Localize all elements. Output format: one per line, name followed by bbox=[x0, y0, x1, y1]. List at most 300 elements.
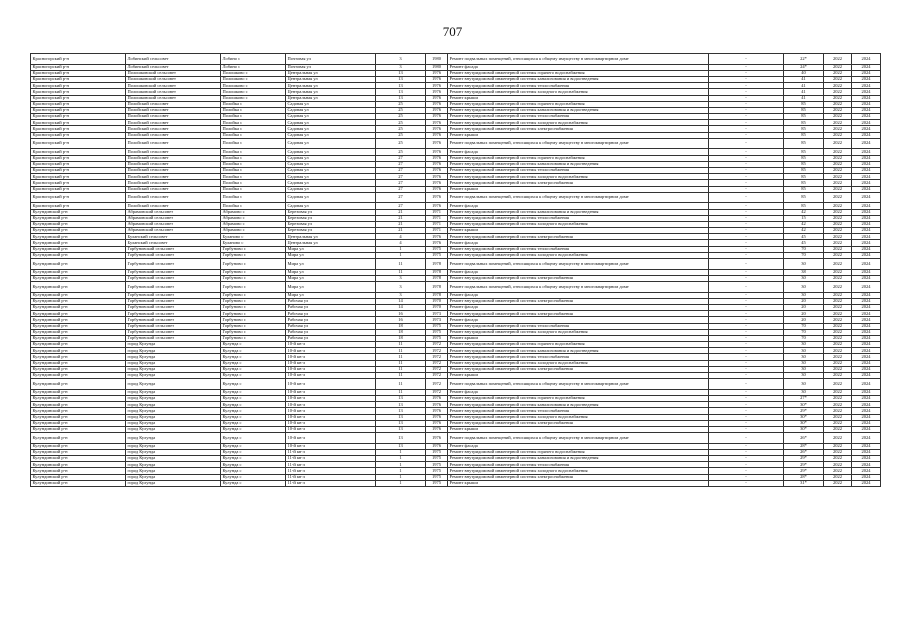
cell-cost: - bbox=[709, 269, 784, 275]
cell-area: 29* bbox=[784, 456, 824, 462]
cell-house: 27 bbox=[376, 192, 426, 203]
cell-cost: - bbox=[709, 433, 784, 444]
cell-year: 1976 bbox=[426, 101, 448, 107]
cell-locality: Горбуново с bbox=[221, 335, 286, 341]
cell-work: Ремонт фасада bbox=[448, 292, 709, 298]
cell-street: Центральная ул bbox=[286, 70, 376, 76]
cell-house: 1 bbox=[376, 468, 426, 474]
cell-house: 11 bbox=[376, 366, 426, 372]
cell-to: 2024 bbox=[852, 379, 881, 390]
cell-work: Ремонт внутридомовой инженерной системы теплоснабжения bbox=[448, 114, 709, 120]
cell-work: Ремонт внутридомовой инженерной системы электроснабжения bbox=[448, 474, 709, 480]
cell-to: 2024 bbox=[852, 54, 881, 65]
cell-to: 2024 bbox=[852, 95, 881, 101]
cell-cost: - bbox=[709, 292, 784, 298]
cell-settlement: город Кулунда bbox=[126, 456, 221, 462]
cell-to: 2024 bbox=[852, 474, 881, 480]
cell-district: Кулундинский р-н bbox=[31, 215, 126, 221]
cell-area: 29* bbox=[784, 408, 824, 414]
cell-house: 13 bbox=[376, 420, 426, 426]
cell-cost: - bbox=[709, 396, 784, 402]
cell-cost: - bbox=[709, 132, 784, 138]
cell-area: 30 bbox=[784, 275, 824, 281]
cell-work: Ремонт крыши bbox=[448, 228, 709, 234]
cell-cost: - bbox=[709, 95, 784, 101]
cell-district: Кулундинский р-н bbox=[31, 426, 126, 432]
cell-to: 2024 bbox=[852, 282, 881, 293]
cell-work: Ремонт внутридомовой инженерной системы холодного водоснабжения bbox=[448, 468, 709, 474]
cell-house: 3 bbox=[376, 64, 426, 70]
cell-year: 1976 bbox=[426, 138, 448, 149]
cell-area: 20 bbox=[784, 317, 824, 323]
cell-locality: Полошково с bbox=[221, 70, 286, 76]
cell-street: 11-й кв-л bbox=[286, 456, 376, 462]
cell-settlement: Горбуновский сельсовет bbox=[126, 323, 221, 329]
cell-house: 13 bbox=[376, 83, 426, 89]
cell-to: 2024 bbox=[852, 240, 881, 246]
cell-street: Рабочая ул bbox=[286, 323, 376, 329]
cell-from: 2022 bbox=[824, 149, 852, 155]
cell-locality: Полойка с bbox=[221, 155, 286, 161]
cell-settlement: Полойский сельсовет bbox=[126, 114, 221, 120]
cell-settlement: город Кулунда bbox=[126, 342, 221, 348]
cell-settlement: Полойский сельсовет bbox=[126, 132, 221, 138]
cell-settlement: город Кулунда bbox=[126, 443, 221, 449]
cell-street: Мира ул bbox=[286, 252, 376, 258]
cell-cost: - bbox=[709, 304, 784, 310]
cell-from: 2022 bbox=[824, 234, 852, 240]
cell-house: 11 bbox=[376, 259, 426, 270]
cell-house: 27 bbox=[376, 186, 426, 192]
cell-settlement: Горбуновский сельсовет bbox=[126, 259, 221, 270]
cell-district: Кулундинский р-н bbox=[31, 456, 126, 462]
cell-settlement: Абрамовский сельсовет bbox=[126, 221, 221, 227]
cell-district: Кулундинский р-н bbox=[31, 252, 126, 258]
cell-settlement: Полойский сельсовет bbox=[126, 155, 221, 161]
cell-settlement: город Кулунда bbox=[126, 462, 221, 468]
cell-from: 2022 bbox=[824, 180, 852, 186]
cell-to: 2024 bbox=[852, 402, 881, 408]
cell-locality: Полойка с bbox=[221, 180, 286, 186]
cell-district: Кулундинский р-н bbox=[31, 379, 126, 390]
cell-house: 13 bbox=[376, 402, 426, 408]
cell-from: 2022 bbox=[824, 456, 852, 462]
cell-from: 2022 bbox=[824, 426, 852, 432]
cell-locality: Кулунда с bbox=[221, 474, 286, 480]
cell-area: 24* bbox=[784, 64, 824, 70]
cell-area: 20 bbox=[784, 298, 824, 304]
cell-work: Ремонт подвальных помещений, относящихся к общему имуществу в многоквартирном доме bbox=[448, 379, 709, 390]
cell-area: 85 bbox=[784, 203, 824, 209]
cell-from: 2022 bbox=[824, 323, 852, 329]
cell-settlement: Абрамовский сельсовет bbox=[126, 228, 221, 234]
cell-house: 18 bbox=[376, 329, 426, 335]
cell-house: 13 bbox=[376, 76, 426, 82]
cell-to: 2024 bbox=[852, 138, 881, 149]
cell-street: 11-й кв-л bbox=[286, 449, 376, 455]
cell-area: 38 bbox=[784, 269, 824, 275]
cell-settlement: Полошковский сельсовет bbox=[126, 89, 221, 95]
cell-from: 2022 bbox=[824, 366, 852, 372]
cell-house: 13 bbox=[376, 426, 426, 432]
cell-year: 1972 bbox=[426, 348, 448, 354]
cell-to: 2024 bbox=[852, 433, 881, 444]
cell-settlement: Буланский сельсовет bbox=[126, 240, 221, 246]
cell-settlement: Горбуновский сельсовет bbox=[126, 304, 221, 310]
cell-settlement: город Кулунда bbox=[126, 379, 221, 390]
cell-settlement: Горбуновский сельсовет bbox=[126, 282, 221, 293]
cell-cost: - bbox=[709, 449, 784, 455]
cell-street: Садовая ул bbox=[286, 149, 376, 155]
cell-cost: - bbox=[709, 317, 784, 323]
cell-from: 2022 bbox=[824, 155, 852, 161]
cell-locality: Буланово с bbox=[221, 234, 286, 240]
cell-district: Красногорский р-н bbox=[31, 186, 126, 192]
cell-year: 1972 bbox=[426, 360, 448, 366]
cell-work: Ремонт внутридомовой инженерной системы теплоснабжения bbox=[448, 408, 709, 414]
cell-cost: - bbox=[709, 203, 784, 209]
cell-district: Кулундинский р-н bbox=[31, 354, 126, 360]
cell-house: 1 bbox=[376, 480, 426, 486]
cell-district: Красногорский р-н bbox=[31, 161, 126, 167]
cell-settlement: город Кулунда bbox=[126, 426, 221, 432]
cell-cost: - bbox=[709, 114, 784, 120]
cell-locality: Горбуново с bbox=[221, 282, 286, 293]
cell-street: Почтовая ул bbox=[286, 64, 376, 70]
cell-settlement: Полойский сельсовет bbox=[126, 192, 221, 203]
cell-area: 29* bbox=[784, 468, 824, 474]
cell-district: Красногорский р-н bbox=[31, 64, 126, 70]
cell-settlement: город Кулунда bbox=[126, 449, 221, 455]
cell-cost: - bbox=[709, 379, 784, 390]
cell-district: Кулундинский р-н bbox=[31, 366, 126, 372]
cell-locality: Кулунда с bbox=[221, 402, 286, 408]
cell-to: 2024 bbox=[852, 203, 881, 209]
table-row bbox=[31, 282, 881, 293]
cell-settlement: город Кулунда bbox=[126, 480, 221, 486]
cell-from: 2022 bbox=[824, 420, 852, 426]
cell-cost: - bbox=[709, 389, 784, 395]
cell-year: 1978 bbox=[426, 275, 448, 281]
cell-from: 2022 bbox=[824, 174, 852, 180]
cell-work: Ремонт внутридомовой инженерной системы горячего водоснабжения bbox=[448, 155, 709, 161]
cell-locality: Кулунда с bbox=[221, 433, 286, 444]
cell-district: Кулундинский р-н bbox=[31, 360, 126, 366]
cell-cost: - bbox=[709, 64, 784, 70]
cell-locality: Полойка с bbox=[221, 149, 286, 155]
cell-year: 1976 bbox=[426, 126, 448, 132]
cell-district: Красногорский р-н bbox=[31, 95, 126, 101]
cell-from: 2022 bbox=[824, 292, 852, 298]
cell-from: 2022 bbox=[824, 209, 852, 215]
cell-to: 2024 bbox=[852, 292, 881, 298]
cell-district: Кулундинский р-н bbox=[31, 329, 126, 335]
cell-work: Ремонт внутридомовой инженерной системы холодного водоснабжения bbox=[448, 89, 709, 95]
cell-to: 2024 bbox=[852, 468, 881, 474]
cell-from: 2022 bbox=[824, 76, 852, 82]
cell-settlement: Лобинский сельсовет bbox=[126, 54, 221, 65]
cell-cost: - bbox=[709, 366, 784, 372]
cell-cost: - bbox=[709, 348, 784, 354]
cell-area: 85 bbox=[784, 186, 824, 192]
cell-settlement: Полошковский сельсовет bbox=[126, 76, 221, 82]
cell-to: 2024 bbox=[852, 449, 881, 455]
cell-street: Мира ул bbox=[286, 246, 376, 252]
cell-area: 45 bbox=[784, 234, 824, 240]
cell-work: Ремонт внутридомовой инженерной системы канализования и водоотведения bbox=[448, 209, 709, 215]
cell-street: Садовая ул bbox=[286, 192, 376, 203]
cell-cost: - bbox=[709, 474, 784, 480]
cell-house: 16 bbox=[376, 311, 426, 317]
cell-settlement: Горбуновский сельсовет bbox=[126, 275, 221, 281]
cell-house: 16 bbox=[376, 317, 426, 323]
cell-to: 2024 bbox=[852, 228, 881, 234]
cell-to: 2024 bbox=[852, 126, 881, 132]
cell-from: 2022 bbox=[824, 311, 852, 317]
cell-work: Ремонт внутридомовой инженерной системы холодного водоснабжения bbox=[448, 120, 709, 126]
cell-from: 2022 bbox=[824, 120, 852, 126]
cell-house: 13 bbox=[376, 443, 426, 449]
cell-district: Кулундинский р-н bbox=[31, 335, 126, 341]
table-row bbox=[31, 259, 881, 270]
cell-house: 3 bbox=[376, 292, 426, 298]
cell-district: Кулундинский р-н bbox=[31, 304, 126, 310]
cell-district: Красногорский р-н bbox=[31, 132, 126, 138]
cell-house: 21 bbox=[376, 221, 426, 227]
cell-year: 1975 bbox=[426, 456, 448, 462]
cell-house: 3 bbox=[376, 282, 426, 293]
cell-house: 21 bbox=[376, 228, 426, 234]
capital-repair-table bbox=[30, 53, 881, 487]
cell-street: 10-й кв-л bbox=[286, 342, 376, 348]
cell-district: Красногорский р-н bbox=[31, 149, 126, 155]
cell-area: 85 bbox=[784, 161, 824, 167]
cell-from: 2022 bbox=[824, 360, 852, 366]
cell-work: Ремонт крыши bbox=[448, 132, 709, 138]
cell-district: Кулундинский р-н bbox=[31, 246, 126, 252]
cell-settlement: Полойский сельсовет bbox=[126, 101, 221, 107]
cell-year: 1976 bbox=[426, 420, 448, 426]
cell-district: Красногорский р-н bbox=[31, 70, 126, 76]
cell-locality: Горбуново с bbox=[221, 323, 286, 329]
cell-street: Мира ул bbox=[286, 259, 376, 270]
cell-street: 10-й кв-л bbox=[286, 348, 376, 354]
cell-house: 11 bbox=[376, 373, 426, 379]
cell-area: 70 bbox=[784, 323, 824, 329]
cell-year: 1976 bbox=[426, 443, 448, 449]
cell-locality: Горбуново с bbox=[221, 329, 286, 335]
cell-district: Кулундинский р-н bbox=[31, 396, 126, 402]
cell-house: 27 bbox=[376, 174, 426, 180]
cell-locality: Кулунда с bbox=[221, 414, 286, 420]
cell-from: 2022 bbox=[824, 282, 852, 293]
cell-street: 11-й кв-л bbox=[286, 468, 376, 474]
cell-street: Мира ул bbox=[286, 292, 376, 298]
cell-area: 20 bbox=[784, 311, 824, 317]
cell-cost: - bbox=[709, 120, 784, 126]
cell-from: 2022 bbox=[824, 335, 852, 341]
cell-settlement: Лобинский сельсовет bbox=[126, 64, 221, 70]
cell-street: Садовая ул bbox=[286, 101, 376, 107]
cell-locality: Горбуново с bbox=[221, 269, 286, 275]
cell-year: 1978 bbox=[426, 282, 448, 293]
cell-year: 1976 bbox=[426, 107, 448, 113]
cell-settlement: Горбуновский сельсовет bbox=[126, 246, 221, 252]
cell-cost: - bbox=[709, 209, 784, 215]
cell-work: Ремонт крыши bbox=[448, 426, 709, 432]
cell-locality: Полойка с bbox=[221, 107, 286, 113]
cell-house: 1 bbox=[376, 474, 426, 480]
cell-street: Центральная ул bbox=[286, 76, 376, 82]
cell-locality: Полошково с bbox=[221, 76, 286, 82]
cell-locality: Кулунда с bbox=[221, 373, 286, 379]
cell-district: Красногорский р-н bbox=[31, 192, 126, 203]
cell-locality: Кулунда с bbox=[221, 480, 286, 486]
cell-to: 2024 bbox=[852, 76, 881, 82]
cell-cost: - bbox=[709, 335, 784, 341]
cell-from: 2022 bbox=[824, 215, 852, 221]
cell-street: Садовая ул bbox=[286, 155, 376, 161]
cell-work: Ремонт внутридомовой инженерной системы электроснабжения bbox=[448, 311, 709, 317]
cell-work: Ремонт подвальных помещений, относящихся к общему имуществу в многоквартирном доме bbox=[448, 433, 709, 444]
cell-cost: - bbox=[709, 252, 784, 258]
cell-house: 27 bbox=[376, 161, 426, 167]
cell-locality: Горбуново с bbox=[221, 252, 286, 258]
cell-to: 2024 bbox=[852, 389, 881, 395]
cell-cost: - bbox=[709, 228, 784, 234]
cell-settlement: город Кулунда bbox=[126, 408, 221, 414]
cell-cost: - bbox=[709, 161, 784, 167]
cell-cost: - bbox=[709, 468, 784, 474]
cell-settlement: Горбуновский сельсовет bbox=[126, 317, 221, 323]
cell-street: 10-й кв-л bbox=[286, 354, 376, 360]
cell-year: 1976 bbox=[426, 161, 448, 167]
cell-year: 1976 bbox=[426, 408, 448, 414]
cell-year: 1980 bbox=[426, 64, 448, 70]
cell-area: 30 bbox=[784, 389, 824, 395]
cell-from: 2022 bbox=[824, 408, 852, 414]
cell-year: 1976 bbox=[426, 114, 448, 120]
cell-area: 28* bbox=[784, 474, 824, 480]
cell-locality: Кулунда с bbox=[221, 366, 286, 372]
cell-cost: - bbox=[709, 101, 784, 107]
cell-locality: Абрамово с bbox=[221, 209, 286, 215]
cell-area: 30* bbox=[784, 402, 824, 408]
cell-cost: - bbox=[709, 155, 784, 161]
cell-to: 2024 bbox=[852, 304, 881, 310]
cell-year: 1975 bbox=[426, 449, 448, 455]
cell-cost: - bbox=[709, 275, 784, 281]
cell-locality: Кулунда с bbox=[221, 420, 286, 426]
cell-year: 1971 bbox=[426, 228, 448, 234]
cell-district: Кулундинский р-н bbox=[31, 443, 126, 449]
cell-from: 2022 bbox=[824, 462, 852, 468]
cell-cost: - bbox=[709, 360, 784, 366]
cell-to: 2024 bbox=[852, 396, 881, 402]
cell-area: 30 bbox=[784, 354, 824, 360]
cell-work: Ремонт внутридомовой инженерной системы теплоснабжения bbox=[448, 354, 709, 360]
cell-to: 2024 bbox=[852, 275, 881, 281]
cell-house: 3 bbox=[376, 275, 426, 281]
cell-locality: Кулунда с bbox=[221, 354, 286, 360]
cell-from: 2022 bbox=[824, 138, 852, 149]
cell-street: Мира ул bbox=[286, 269, 376, 275]
cell-house: 1 bbox=[376, 252, 426, 258]
cell-year: 1978 bbox=[426, 259, 448, 270]
table-row bbox=[31, 54, 881, 65]
cell-area: 20 bbox=[784, 304, 824, 310]
cell-locality: Полойка с bbox=[221, 132, 286, 138]
cell-settlement: Полойский сельсовет bbox=[126, 168, 221, 174]
cell-house: 11 bbox=[376, 354, 426, 360]
cell-from: 2022 bbox=[824, 252, 852, 258]
cell-cost: - bbox=[709, 259, 784, 270]
cell-year: 1976 bbox=[426, 433, 448, 444]
cell-to: 2024 bbox=[852, 311, 881, 317]
cell-from: 2022 bbox=[824, 259, 852, 270]
cell-locality: Горбуново с bbox=[221, 246, 286, 252]
cell-locality: Кулунда с bbox=[221, 342, 286, 348]
cell-year: 1971 bbox=[426, 215, 448, 221]
cell-settlement: Полойский сельсовет bbox=[126, 186, 221, 192]
cell-street: Рабочая ул bbox=[286, 311, 376, 317]
cell-work: Ремонт внутридомовой инженерной системы горячего водоснабжения bbox=[448, 101, 709, 107]
cell-work: Ремонт внутридомовой инженерной системы электроснабжения bbox=[448, 180, 709, 186]
cell-settlement: Полойский сельсовет bbox=[126, 138, 221, 149]
cell-locality: Кулунда с bbox=[221, 396, 286, 402]
cell-cost: - bbox=[709, 89, 784, 95]
cell-district: Кулундинский р-н bbox=[31, 275, 126, 281]
cell-area: 42 bbox=[784, 221, 824, 227]
cell-area: 85 bbox=[784, 138, 824, 149]
cell-from: 2022 bbox=[824, 329, 852, 335]
cell-from: 2022 bbox=[824, 342, 852, 348]
cell-house: 27 bbox=[376, 168, 426, 174]
cell-cost: - bbox=[709, 149, 784, 155]
cell-from: 2022 bbox=[824, 269, 852, 275]
cell-street: 11-й кв-л bbox=[286, 474, 376, 480]
cell-from: 2022 bbox=[824, 89, 852, 95]
cell-to: 2024 bbox=[852, 209, 881, 215]
cell-to: 2024 bbox=[852, 335, 881, 341]
cell-locality: Полошково с bbox=[221, 83, 286, 89]
cell-year: 1976 bbox=[426, 89, 448, 95]
cell-cost: - bbox=[709, 462, 784, 468]
cell-area: 15 bbox=[784, 215, 824, 221]
cell-street: Центральная ул bbox=[286, 89, 376, 95]
cell-street: Рабочая ул bbox=[286, 304, 376, 310]
cell-district: Красногорский р-н bbox=[31, 180, 126, 186]
cell-area: 42 bbox=[784, 228, 824, 234]
cell-cost: - bbox=[709, 192, 784, 203]
cell-to: 2024 bbox=[852, 221, 881, 227]
cell-cost: - bbox=[709, 54, 784, 65]
cell-to: 2024 bbox=[852, 120, 881, 126]
cell-settlement: Полойский сельсовет bbox=[126, 120, 221, 126]
page-number: 707 bbox=[442, 24, 463, 39]
cell-locality: Полойка с bbox=[221, 138, 286, 149]
cell-street: 10-й кв-л bbox=[286, 389, 376, 395]
cell-to: 2024 bbox=[852, 246, 881, 252]
cell-year: 1970 bbox=[426, 304, 448, 310]
cell-district: Красногорский р-н bbox=[31, 54, 126, 65]
cell-district: Красногорский р-н bbox=[31, 203, 126, 209]
cell-work: Ремонт крыши bbox=[448, 186, 709, 192]
cell-street: Садовая ул bbox=[286, 203, 376, 209]
cell-district: Кулундинский р-н bbox=[31, 234, 126, 240]
cell-year: 1972 bbox=[426, 342, 448, 348]
cell-settlement: Горбуновский сельсовет bbox=[126, 335, 221, 341]
